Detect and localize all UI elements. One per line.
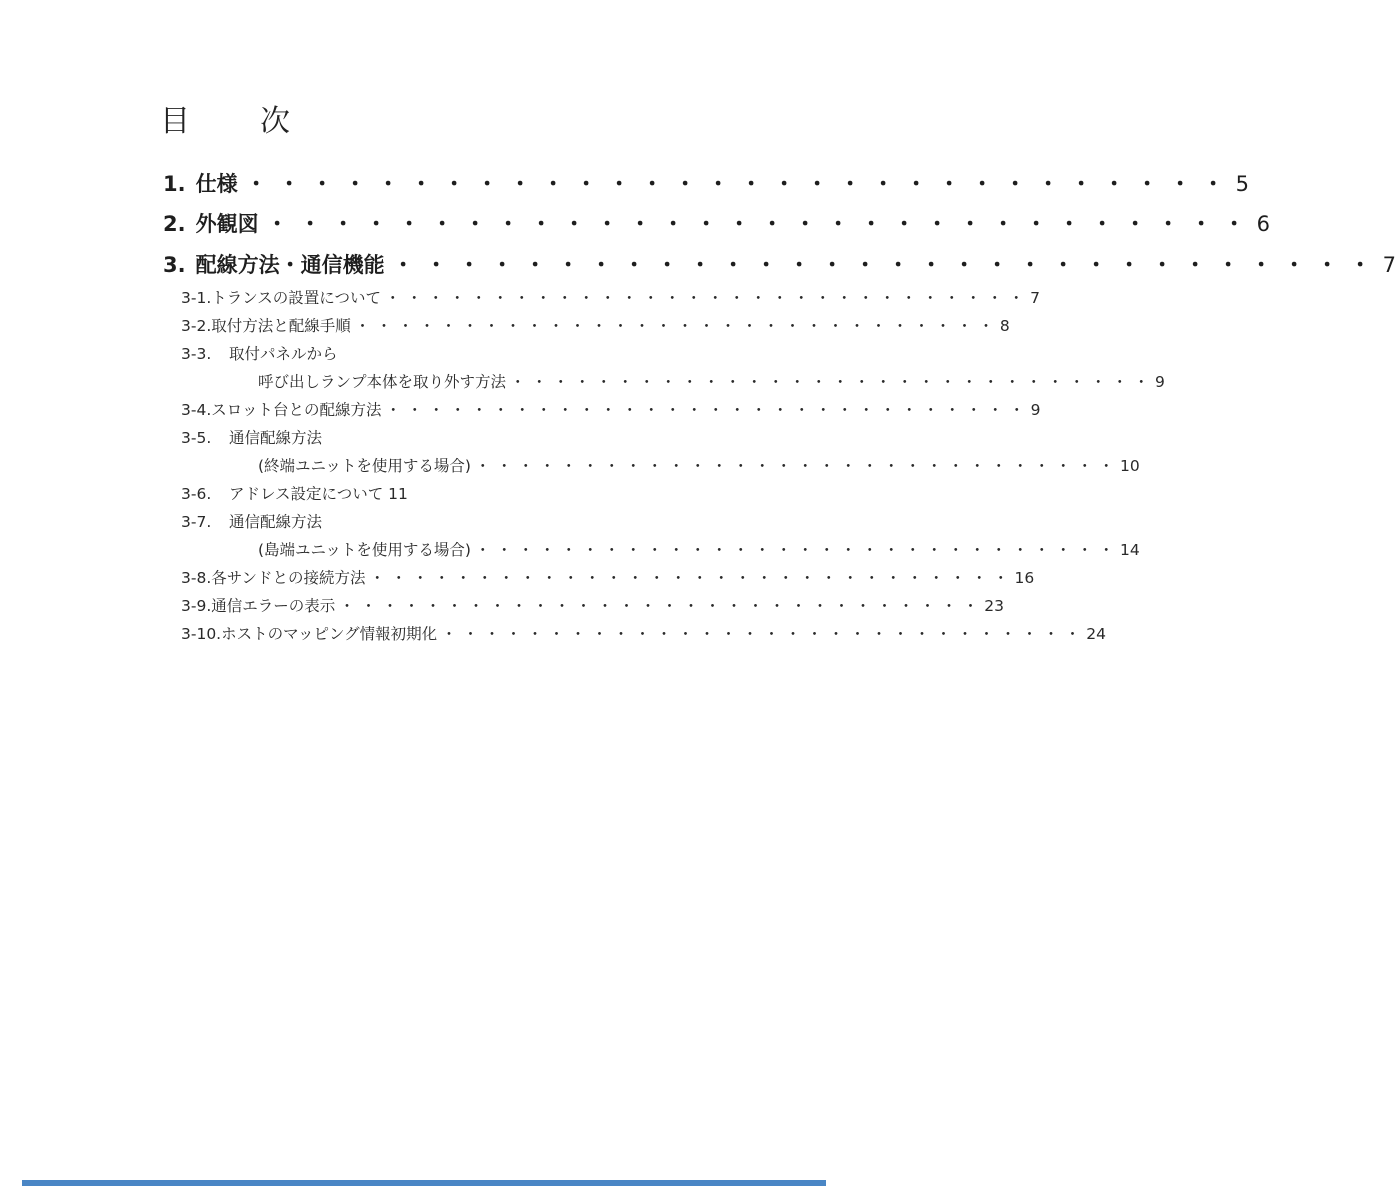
toc-subentry-label: 通信配線方法 (229, 513, 323, 531)
toc-entry-number: 2. (163, 212, 186, 236)
toc-subentry-number: 3-10. (181, 625, 222, 643)
toc-leader: ・・・・・・・・・・・・・・・・・・・・・・・・・・・・・・ (474, 541, 1120, 559)
toc-subentry-3-10[interactable] (181, 622, 1106, 644)
toc-subentry-3-3[interactable] (181, 342, 695, 364)
page-title: 目 次 (160, 104, 310, 139)
toc-subentry-number: 3-3. (181, 345, 212, 363)
toc-subentry-label: 通信配線方法 (229, 429, 323, 447)
toc-entry-page: 7 (1382, 253, 1396, 277)
toc-subentry-page: 9 (1030, 401, 1041, 419)
toc-leader: ・・・・・・・・・・・・・・・・・・・・・・・・・・・・・・ (339, 597, 985, 615)
toc-subentry-3-7[interactable] (181, 510, 695, 532)
toc-subentry-page: 8 (999, 317, 1010, 335)
toc-subentry-3-7-cont[interactable] (258, 538, 1140, 560)
toc-subentry-label: スロット台との配線方法 (211, 401, 382, 419)
toc-subentry-number: 3-1. (181, 289, 212, 307)
toc-leader: ・・・・・・・・・・・・・・・・・・・・・・・・・・・・・・ (392, 253, 1383, 277)
toc-subentry-number: 3-4. (181, 401, 212, 419)
toc-subentry-page: 24 (1086, 625, 1106, 643)
toc-subentry-number: 3-6. (181, 485, 212, 503)
toc-subentry-3-9[interactable] (181, 594, 1005, 616)
toc-subentry-page: 14 (1120, 541, 1140, 559)
toc-entry-label: 仕様 (195, 172, 238, 196)
toc-subentry-label: 取付方法と配線手順 (211, 317, 351, 335)
toc-subentry-label: トランスの設置について (211, 289, 381, 307)
toc-subentry-label: (島端ユニットを使用する場合) (258, 541, 471, 559)
toc-subentry-3-8[interactable] (181, 566, 1035, 588)
toc-subentry-label: (終端ユニットを使用する場合) (258, 457, 471, 475)
toc-subentry-3-2[interactable] (181, 314, 1010, 336)
toc-subentry-3-4[interactable] (181, 398, 1041, 420)
toc-subentry-number: 3-8. (181, 569, 212, 587)
toc-subentry-3-5[interactable] (181, 426, 695, 448)
toc-subentry-label: ホストのマッピング情報初期化 (221, 625, 438, 643)
toc-leader: ・・・・・・・・・・・・・・・・・・・・・・・・・・・・・・ (384, 289, 1030, 307)
toc-subentry-label: 各サンドとの接続方法 (211, 569, 366, 587)
toc-subentry-3-6[interactable] (181, 482, 695, 504)
toc-entry-number: 1. (163, 172, 186, 196)
toc-leader: ・・・・・・・・・・・・・・・・・・・・・・・・・・・・・・ (474, 457, 1120, 475)
toc-subentry-label: アドレス設定について 11 (229, 485, 408, 503)
toc-entry-label: 外観図 (195, 212, 259, 236)
toc-subentry-label: 取付パネルから (229, 345, 338, 363)
toc-subentry-number: 3-5. (181, 429, 212, 447)
toc-subentry-number: 3-2. (181, 317, 212, 335)
toc-subentry-page: 7 (1030, 289, 1040, 307)
toc-subentry-page: 9 (1155, 373, 1165, 391)
toc-subentry-number: 3-7. (181, 513, 212, 531)
toc-subentry-page: 10 (1120, 457, 1140, 475)
toc-leader: ・・・・・・・・・・・・・・・・・・・・・・・・・・・・・・ (266, 212, 1257, 236)
toc-entry-1[interactable] (163, 168, 1249, 198)
toc-leader: ・・・・・・・・・・・・・・・・・・・・・・・・・・・・・・ (510, 373, 1156, 391)
toc-subentry-label: 通信エラーの表示 (211, 597, 336, 615)
toc-subentry-3-3-cont[interactable] (258, 370, 1165, 392)
toc-entry-page: 5 (1235, 172, 1249, 196)
footer-bar (22, 1180, 826, 1186)
toc-subentry-number: 3-9. (181, 597, 212, 615)
toc-subentry-page: 23 (984, 597, 1005, 615)
toc-leader: ・・・・・・・・・・・・・・・・・・・・・・・・・・・・・・ (354, 317, 1000, 335)
toc-subentry-label: 呼び出しランプ本体を取り外す方法 (258, 373, 507, 391)
toc-entry-2[interactable] (163, 208, 1270, 238)
toc-leader: ・・・・・・・・・・・・・・・・・・・・・・・・・・・・・・ (385, 401, 1031, 419)
toc-subentry-page: 16 (1014, 569, 1035, 587)
toc-entry-page: 6 (1256, 212, 1270, 236)
toc-entry-number: 3. (163, 253, 186, 277)
toc-subentry-3-5-cont[interactable] (258, 454, 1140, 476)
toc-subentry-3-1[interactable] (181, 286, 1040, 308)
toc-leader: ・・・・・・・・・・・・・・・・・・・・・・・・・・・・・・ (441, 625, 1087, 643)
toc-leader: ・・・・・・・・・・・・・・・・・・・・・・・・・・・・・・ (369, 569, 1015, 587)
toc-leader: ・・・・・・・・・・・・・・・・・・・・・・・・・・・・・・ (245, 172, 1236, 196)
toc-entry-label: 配線方法・通信機能 (195, 253, 385, 277)
toc-entry-3[interactable] (163, 249, 1396, 279)
